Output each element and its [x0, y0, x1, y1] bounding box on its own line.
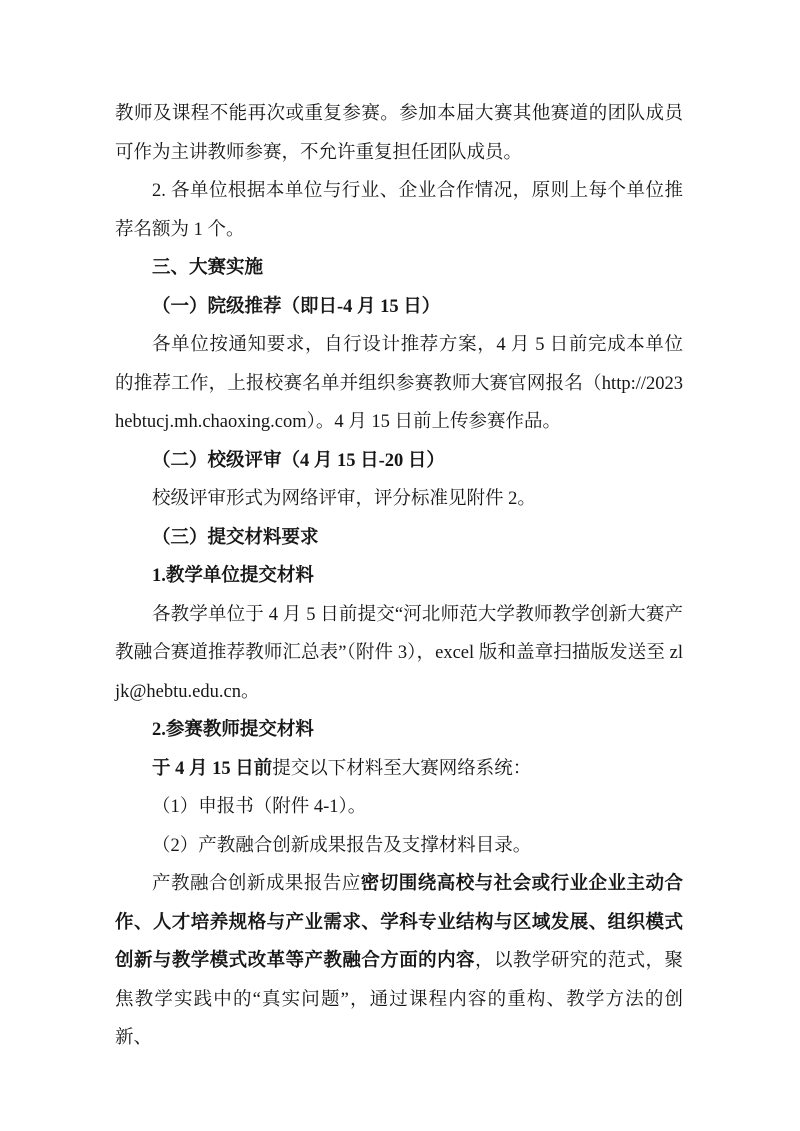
heading-text: （二）校级评审（4 月 15 日-20 日）: [152, 450, 445, 471]
para-teacher-submission-deadline: [115, 750, 683, 789]
deadline-emphasis-text: 于 4 月 15 日前: [152, 758, 273, 779]
para-text: 校级评审形式为网络评审，评分标准见附件 2。: [152, 489, 536, 509]
heading-text: （三）提交材料要求: [152, 527, 319, 548]
heading-submission-requirements: [115, 519, 683, 558]
para-text: ，以教学研究的范式，聚焦教学实践中的“真实问题”，通过课程内容的重构、教学方法的创新、: [115, 951, 683, 1048]
heading-school-level-review: [115, 442, 683, 481]
para-recommendation-quota: [115, 172, 683, 249]
report-scope-emphasis-text: 密切围绕高校与社会或行业企业主动合作、人才培养规格与产业需求、学科专业结构与区域发展、组织模式创新与教学模式改革等产教融合方面的内容: [115, 874, 683, 971]
para-text: 各单位按通知要求，自行设计推荐方案，4 月 5 日前完成本单位的推荐工作，上报校赛名单并组织参赛教师大赛官网报名（http://2023hebtucj.mh.chaoxing.com）。4 月 15 日前上传参赛作品。: [115, 335, 683, 432]
heading-teaching-unit-materials: [115, 557, 683, 596]
para-text: 2. 各单位根据本单位与行业、企业合作情况，原则上每个单位推荐名额为 1 个。: [115, 181, 683, 240]
heading-teacher-materials: [115, 711, 683, 750]
para-item-innovation-report: [115, 827, 683, 866]
para-text: 各教学单位于 4 月 5 日前提交“河北师范大学教师教学创新大赛产教融合赛道推荐教师汇总表”（附件 3），excel 版和盖章扫描版发送至 zljk@hebtu.edu.cn。: [115, 604, 683, 702]
para-repeat-participation-rule: [115, 95, 683, 172]
para-text: 教师及课程不能再次或重复参赛。参加本届大赛其他赛道的团队成员可作为主讲教师参赛，不允许重复担任团队成员。: [115, 104, 683, 163]
para-review-method: [115, 480, 683, 519]
heading-text: （一）院级推荐（即日-4 月 15 日）: [152, 296, 441, 317]
para-text: 产教融合创新成果报告应: [152, 874, 361, 894]
para-report-content-requirements: [115, 865, 683, 1058]
document-body: [115, 95, 683, 1058]
para-text: （2）产教融合创新成果报告及支撑材料目录。: [152, 835, 532, 856]
para-recommendation-process: [115, 326, 683, 442]
para-teaching-unit-submission: [115, 596, 683, 712]
para-text: （1）申报书（附件 4-1）。: [152, 797, 367, 817]
heading-text: 1.教学单位提交材料: [152, 566, 314, 586]
heading-text: 三、大赛实施: [152, 258, 264, 278]
para-item-application-form: [115, 788, 683, 827]
heading-competition-implementation: [115, 249, 683, 288]
heading-text: 2.参赛教师提交材料: [152, 720, 314, 740]
heading-college-recommendation: [115, 288, 683, 327]
para-text: 提交以下材料至大赛网络系统：: [272, 758, 532, 779]
